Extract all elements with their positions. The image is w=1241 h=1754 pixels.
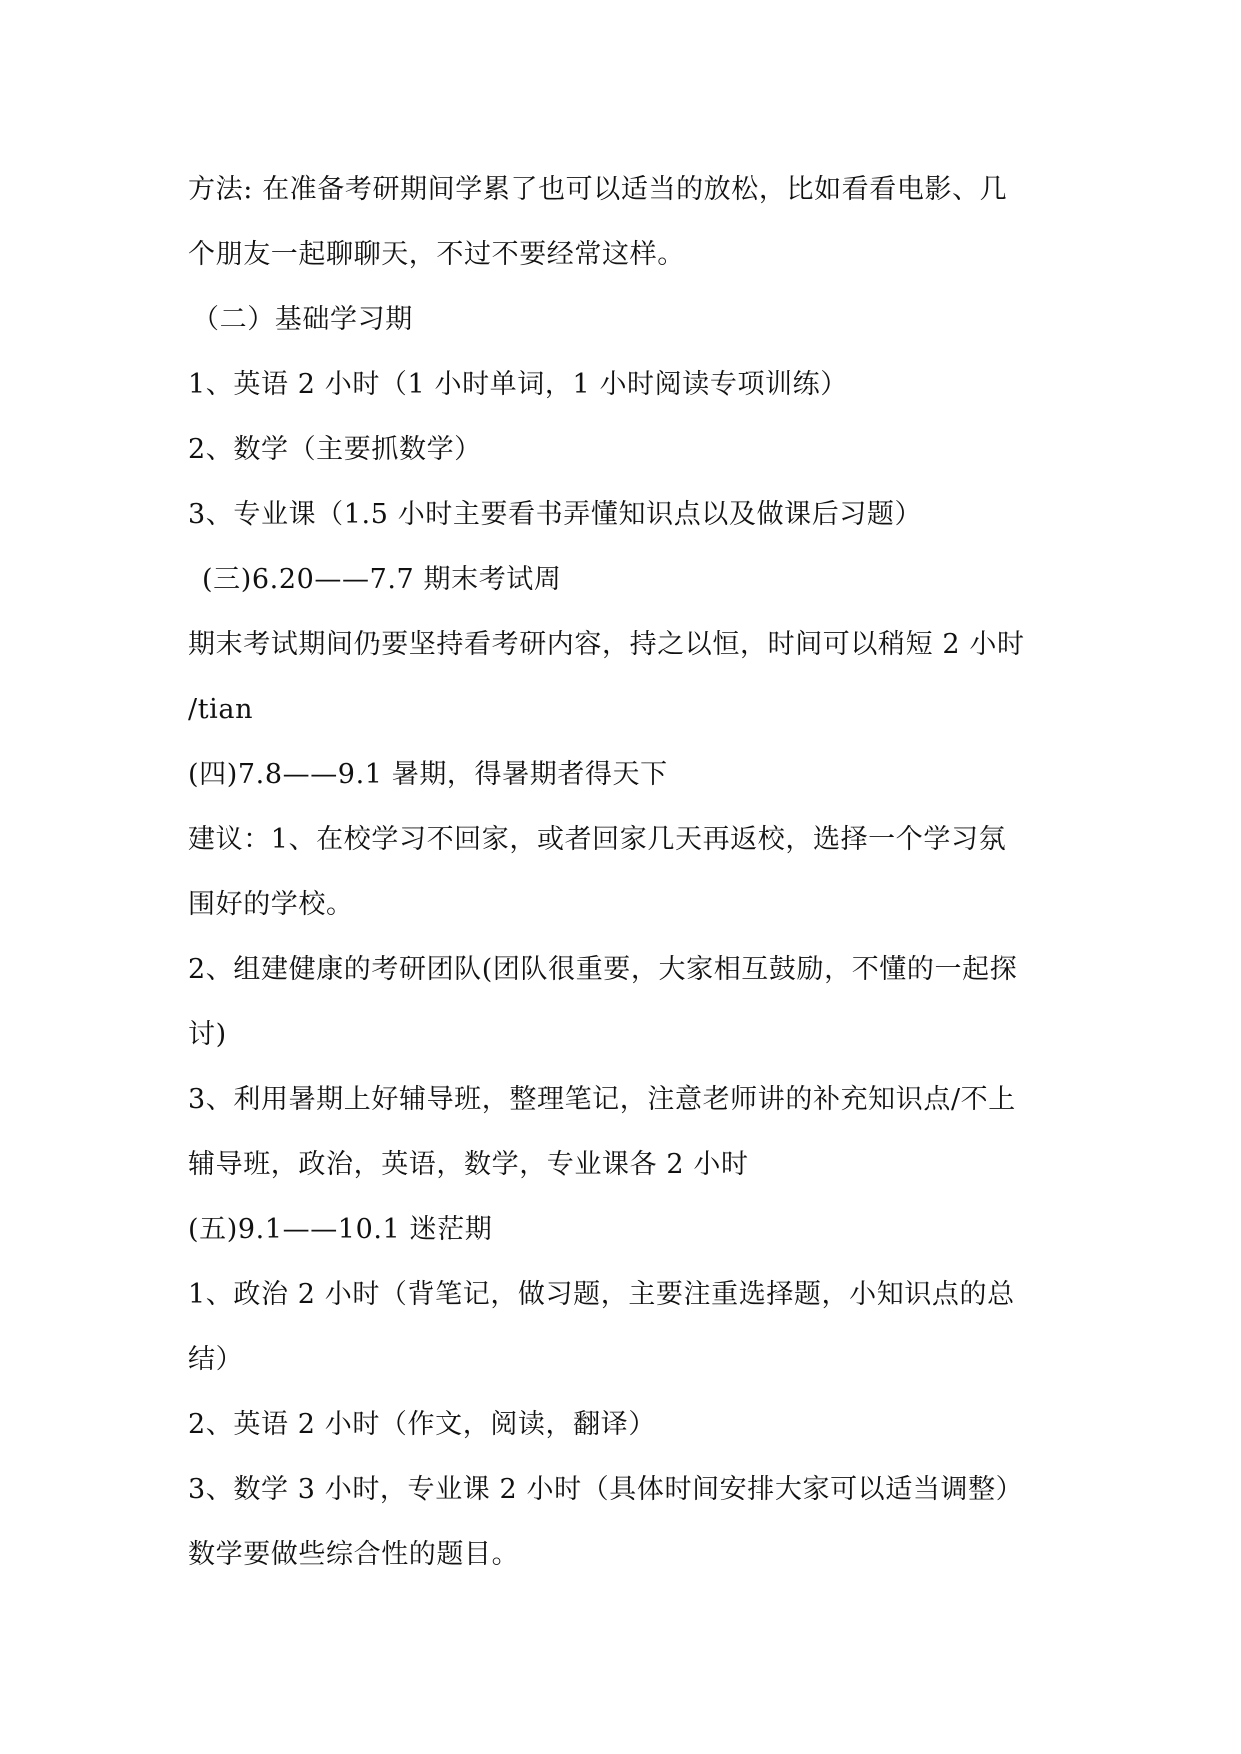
section-heading: (五)9.1——10.1 迷茫期 [188,1214,493,1245]
list-item: 1、英语 2 小时（1 小时单词，1 小时阅读专项训练） [188,369,848,400]
list-item: 2、英语 2 小时（作文，阅读，翻译） [188,1409,656,1440]
list-item: 1、政治 2 小时（背笔记，做习题，主要注重选择题，小知识点的总 [188,1279,1015,1310]
list-item: 辅导班，政治，英语，数学，专业课各 2 小时 [188,1149,749,1180]
paragraph-line: 期末考试期间仍要坚持看考研内容，持之以恒，时间可以稍短 2 小时 [188,629,1025,660]
paragraph-line: 数学要做些综合性的题目。 [188,1539,520,1570]
list-item: 3、数学 3 小时，专业课 2 小时（具体时间安排大家可以适当调整） [188,1474,1024,1505]
list-item: 讨) [188,1019,227,1050]
list-item: 结） [188,1344,244,1375]
paragraph-line: 围好的学校。 [188,889,354,920]
paragraph-line: /tian [188,694,254,725]
list-item: 2、组建健康的考研团队(团队很重要，大家相互鼓励，不懂的一起探 [188,954,1018,985]
list-item: 3、利用暑期上好辅导班，整理笔记，注意老师讲的补充知识点/不上 [188,1084,1016,1115]
section-heading: （二）基础学习期 [192,304,413,335]
document-body [188,157,1060,1587]
paragraph-line: 个朋友一起聊聊天，不过不要经常这样。 [188,239,685,270]
list-item: 2、数学（主要抓数学） [188,434,482,465]
paragraph-line: 建议：1、在校学习不回家，或者回家几天再返校，选择一个学习氛 [188,824,1007,855]
section-heading: (四)7.8——9.1 暑期，得暑期者得天下 [188,759,668,790]
list-item: 3、专业课（1.5 小时主要看书弄懂知识点以及做课后习题） [188,499,923,530]
paragraph-line: 方法: 在准备考研期间学累了也可以适当的放松，比如看看电影、几 [188,174,1008,205]
section-heading: (三)6.20——7.7 期末考试周 [202,564,562,595]
